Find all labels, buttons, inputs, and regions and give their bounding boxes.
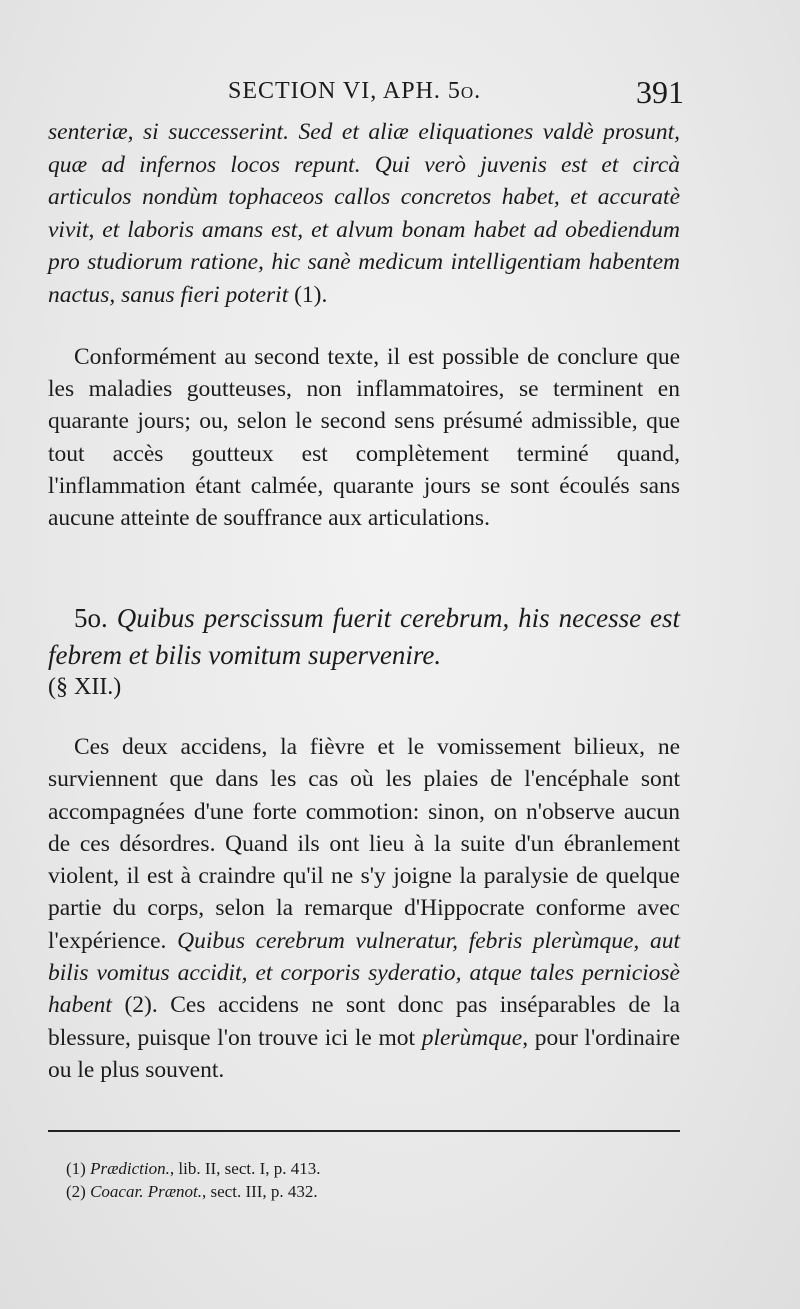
footnote-marker: (2) (66, 1182, 86, 1201)
italic-continuation-text: senteriæ, si successerint. Sed et aliæ eliquationes valdè prosunt, quæ ad infernos locos repunt. Qui verò juvenis est et circà articulos nondùm tophaceos callos concretos habet, et accuratè vivit, et laboris amans est, et alvum bonam habet ad obediendum pro studiorum ratione, hic sanè medicum intelligentiam habentem nactus, sanus fieri poterit (48, 119, 680, 308)
footnote-title: Prædiction. (90, 1159, 170, 1178)
aphorism-text: Quibus perscissum fuerit cerebrum, his necesse est febrem et bilis vomitum supervenire. (48, 603, 681, 670)
running-head (0, 72, 800, 112)
footnote-citation: , sect. III, p. 432. (202, 1182, 318, 1201)
footnote-2 (66, 1180, 626, 1203)
commentary-paragraph-1 (48, 341, 680, 534)
running-head-title: SECTION VI, APH. 5o. (228, 78, 482, 104)
footnote-citation: , lib. II, sect. I, p. 413. (169, 1159, 321, 1178)
footnote-1 (66, 1157, 626, 1180)
aphorism-50 (48, 600, 680, 674)
commentary-paragraph-2-part-1: Ces deux accidens, la fièvre et le vomissement bilieux, ne surviennent que dans les cas où les plaies de l'encéphale sont accompagnées d'une forte commotion: sinon, on n'observe aucun de ces désordres. Quand ils ont lieu à la suite d'un ébranlement violent, il est à craindre qu'il ne s'y joigne la paralysie de quelque partie du corps, selon la remarque d'Hippocrate conforme avec l'expérience. (48, 734, 680, 954)
hippocrates-quote: Quibus cerebrum vulneratur, febris plerùmque, aut bilis vomitus accidit, et corporis syderatio, atque tales perniciosè habent (48, 927, 681, 1019)
footnote-marker: (1) (66, 1159, 86, 1178)
footnote-title: Coacar. Prænot. (90, 1182, 203, 1201)
commentary-paragraph-2-part-2: Ces accidens ne sont donc pas inséparables de la blessure, puisque l'on trouve ici le mot (48, 992, 681, 1051)
commentary-paragraph-2-part-3: , pour l'ordinaire ou le plus souvent. (48, 1024, 681, 1083)
footnotes (66, 1157, 626, 1203)
aphorism-reference: (§ XII.) (48, 674, 122, 700)
commentary-paragraph-1-text: Conformément au second texte, il est possible de conclure que les maladies goutteuses, non inflammatoires, se terminent en quarante jours; ou, selon le second sens présumé admissible, que tout accès goutteux est complètement terminé quand, l'inflammation étant calmée, quarante jours se sont écoulés sans aucune atteinte de souffrance aux articulations. (48, 344, 680, 532)
page-number: 391 (636, 74, 684, 110)
footnote-ref-2: (2). (124, 992, 158, 1019)
aphorism-number: 5o. (74, 603, 108, 633)
footnote-rule (48, 1130, 680, 1132)
footnote-ref-1: (1). (294, 281, 328, 308)
commentary-paragraph-2 (48, 731, 680, 1086)
latin-word: plerùmque (421, 1024, 523, 1051)
italic-continuation-block (48, 116, 680, 312)
